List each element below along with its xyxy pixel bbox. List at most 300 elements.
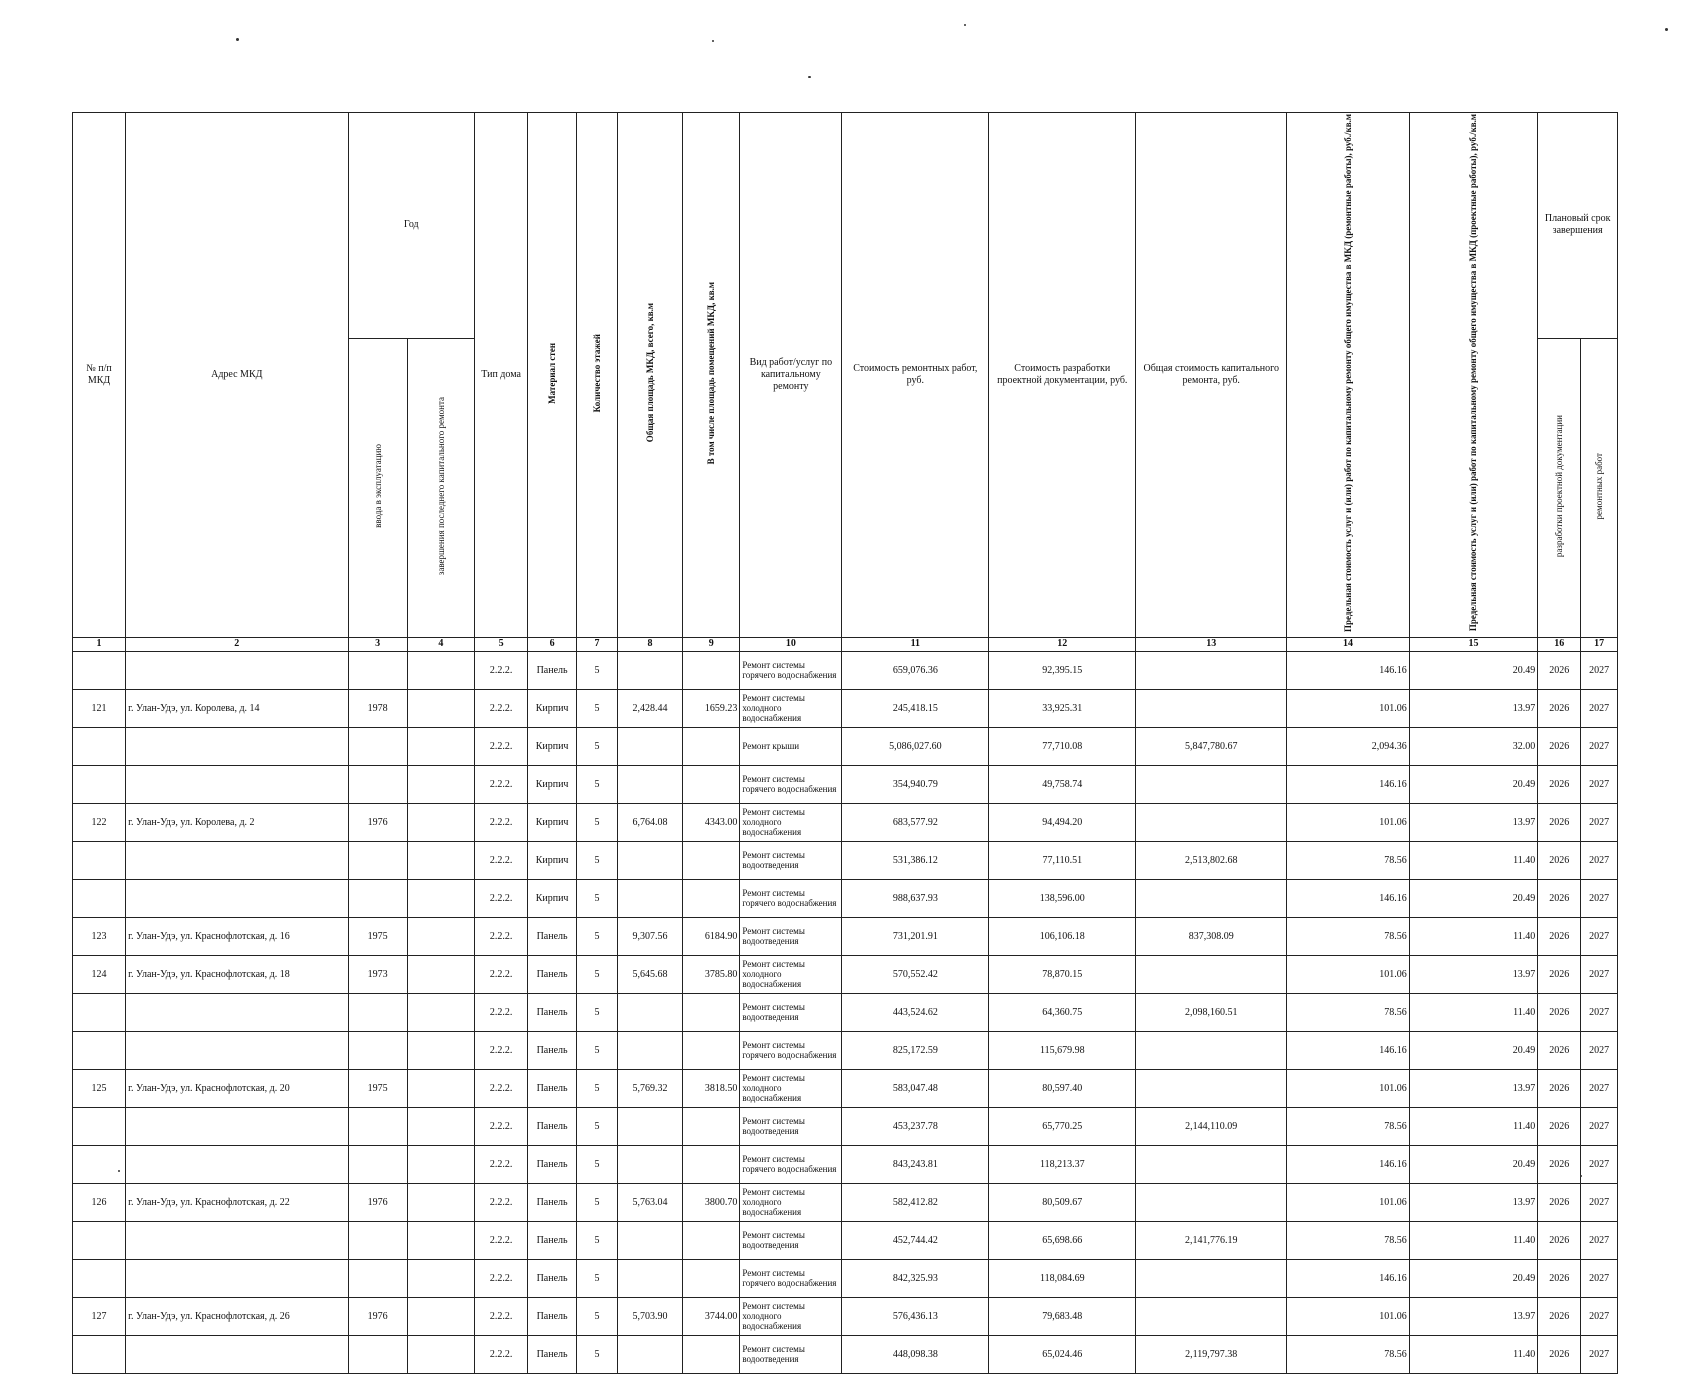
column-number: 9	[683, 637, 740, 651]
mkd-number: 127	[73, 1297, 126, 1335]
plan-design-cell: 2026	[1538, 1031, 1581, 1069]
premises-area-cell	[683, 1031, 740, 1069]
floors-cell: 5	[577, 879, 618, 917]
column-number: 5	[475, 637, 528, 651]
year-last-repair-cell	[407, 1107, 474, 1145]
mkd-number	[73, 993, 126, 1031]
year-commission-cell	[348, 841, 407, 879]
table-row	[73, 879, 1618, 917]
address-cell: г. Улан-Удэ, ул. Краснофлотская, д. 16	[126, 917, 348, 955]
repair-cost-cell: 452,744.42	[842, 1221, 989, 1259]
work-type-cell: Ремонт системы холодного водоснабжения	[740, 1183, 842, 1221]
year-commission-cell	[348, 1107, 407, 1145]
total-area-cell	[617, 993, 682, 1031]
design-cost-cell: 65,698.66	[989, 1221, 1136, 1259]
house-type-cell: 2.2.2.	[475, 1221, 528, 1259]
year-commission-cell	[348, 993, 407, 1031]
header-address: Адрес МКД	[126, 113, 348, 638]
repair-cost-cell: 531,386.12	[842, 841, 989, 879]
table-row	[73, 1031, 1618, 1069]
table-row	[73, 917, 1618, 955]
work-type-cell: Ремонт системы горячего водоснабжения	[740, 651, 842, 689]
year-last-repair-cell	[407, 841, 474, 879]
wall-material-cell: Панель	[528, 1221, 577, 1259]
header-wall-material-cell	[528, 113, 577, 638]
year-last-repair-cell	[407, 1221, 474, 1259]
limit-repair-cell: 78.56	[1287, 1335, 1409, 1373]
design-cost-cell: 115,679.98	[989, 1031, 1136, 1069]
work-type-cell: Ремонт системы водоотведения	[740, 1221, 842, 1259]
year-last-repair-cell	[407, 727, 474, 765]
column-number: 3	[348, 637, 407, 651]
plan-design-cell: 2026	[1538, 993, 1581, 1031]
repair-cost-cell: 453,237.78	[842, 1107, 989, 1145]
limit-design-cell: 20.49	[1409, 1145, 1538, 1183]
limit-design-cell: 13.97	[1409, 689, 1538, 727]
limit-design-cell: 20.49	[1409, 1259, 1538, 1297]
limit-repair-cell: 101.06	[1287, 1183, 1409, 1221]
year-last-repair-cell	[407, 803, 474, 841]
house-type-cell: 2.2.2.	[475, 1335, 528, 1373]
header-year: Год	[348, 113, 475, 339]
scan-speck	[236, 38, 239, 41]
total-cost-cell	[1136, 651, 1287, 689]
house-type-cell: 2.2.2.	[475, 917, 528, 955]
year-last-repair-cell	[407, 651, 474, 689]
plan-design-cell: 2026	[1538, 1259, 1581, 1297]
wall-material-cell: Панель	[528, 651, 577, 689]
limit-design-cell: 20.49	[1409, 765, 1538, 803]
plan-repair-cell: 2027	[1581, 727, 1618, 765]
scanned-document-sheet	[72, 112, 1618, 1374]
year-commission-cell	[348, 765, 407, 803]
total-cost-cell	[1136, 1183, 1287, 1221]
scan-speck	[118, 1170, 120, 1172]
plan-design-cell: 2026	[1538, 689, 1581, 727]
house-type-cell: 2.2.2.	[475, 1259, 528, 1297]
plan-repair-cell: 2027	[1581, 1031, 1618, 1069]
total-area-cell: 5,769.32	[617, 1069, 682, 1107]
design-cost-cell: 49,758.74	[989, 765, 1136, 803]
wall-material-cell: Панель	[528, 1183, 577, 1221]
plan-design-cell: 2026	[1538, 1335, 1581, 1373]
floors-cell: 5	[577, 651, 618, 689]
year-commission-cell	[348, 1335, 407, 1373]
plan-repair-cell: 2027	[1581, 879, 1618, 917]
header-total-area: Общая площадь МКД, всего, кв.м	[645, 303, 656, 443]
header-premises-area: В том числе площадь помещений МКД, кв.м	[706, 281, 717, 465]
repair-cost-cell: 443,524.62	[842, 993, 989, 1031]
wall-material-cell: Панель	[528, 1259, 577, 1297]
limit-repair-cell: 78.56	[1287, 841, 1409, 879]
repair-cost-cell: 683,577.92	[842, 803, 989, 841]
floors-cell: 5	[577, 1069, 618, 1107]
floors-cell: 5	[577, 1031, 618, 1069]
house-type-cell: 2.2.2.	[475, 1069, 528, 1107]
column-number: 4	[407, 637, 474, 651]
premises-area-cell	[683, 727, 740, 765]
total-cost-cell	[1136, 1145, 1287, 1183]
scan-speck	[964, 24, 966, 26]
year-commission-cell: 1978	[348, 689, 407, 727]
header-row	[73, 113, 1618, 339]
mkd-number	[73, 1335, 126, 1373]
limit-repair-cell: 146.16	[1287, 1031, 1409, 1069]
premises-area-cell	[683, 841, 740, 879]
design-cost-cell: 65,024.46	[989, 1335, 1136, 1373]
total-area-cell	[617, 841, 682, 879]
limit-design-cell: 11.40	[1409, 993, 1538, 1031]
table-row	[73, 1183, 1618, 1221]
plan-repair-cell: 2027	[1581, 1297, 1618, 1335]
total-area-cell	[617, 1145, 682, 1183]
repair-cost-cell: 843,243.81	[842, 1145, 989, 1183]
mkd-number: 125	[73, 1069, 126, 1107]
limit-repair-cell: 146.16	[1287, 879, 1409, 917]
limit-repair-cell: 78.56	[1287, 917, 1409, 955]
address-cell	[126, 1107, 348, 1145]
total-area-cell: 2,428.44	[617, 689, 682, 727]
table-row	[73, 1221, 1618, 1259]
wall-material-cell: Панель	[528, 1069, 577, 1107]
capital-repair-table	[72, 112, 1618, 1374]
header-wall-material: Материал стен	[547, 342, 558, 404]
total-cost-cell	[1136, 1069, 1287, 1107]
wall-material-cell: Панель	[528, 1297, 577, 1335]
floors-cell: 5	[577, 765, 618, 803]
premises-area-cell	[683, 765, 740, 803]
total-cost-cell	[1136, 689, 1287, 727]
wall-material-cell: Панель	[528, 955, 577, 993]
premises-area-cell	[683, 1145, 740, 1183]
year-commission-cell	[348, 651, 407, 689]
header-limit-repair-cell	[1287, 113, 1409, 638]
year-last-repair-cell	[407, 879, 474, 917]
year-last-repair-cell	[407, 1031, 474, 1069]
work-type-cell: Ремонт системы горячего водоснабжения	[740, 765, 842, 803]
design-cost-cell: 118,213.37	[989, 1145, 1136, 1183]
wall-material-cell: Панель	[528, 1145, 577, 1183]
mkd-number: 124	[73, 955, 126, 993]
plan-repair-cell: 2027	[1581, 1335, 1618, 1373]
subheader-plan-design-cell	[1538, 338, 1581, 637]
plan-repair-cell: 2027	[1581, 765, 1618, 803]
limit-repair-cell: 78.56	[1287, 993, 1409, 1031]
premises-area-cell	[683, 1259, 740, 1297]
floors-cell: 5	[577, 689, 618, 727]
year-commission-cell	[348, 1221, 407, 1259]
design-cost-cell: 80,597.40	[989, 1069, 1136, 1107]
repair-cost-cell: 448,098.38	[842, 1335, 989, 1373]
design-cost-cell: 138,596.00	[989, 879, 1136, 917]
wall-material-cell: Панель	[528, 917, 577, 955]
total-cost-cell: 2,144,110.09	[1136, 1107, 1287, 1145]
limit-repair-cell: 78.56	[1287, 1221, 1409, 1259]
total-cost-cell	[1136, 1297, 1287, 1335]
repair-cost-cell: 731,201.91	[842, 917, 989, 955]
scan-speck	[1665, 28, 1668, 31]
plan-design-cell: 2026	[1538, 1297, 1581, 1335]
year-commission-cell	[348, 727, 407, 765]
premises-area-cell	[683, 1107, 740, 1145]
design-cost-cell: 80,509.67	[989, 1183, 1136, 1221]
floors-cell: 5	[577, 1183, 618, 1221]
scan-speck	[1580, 1175, 1582, 1177]
plan-design-cell: 2026	[1538, 841, 1581, 879]
total-cost-cell: 5,847,780.67	[1136, 727, 1287, 765]
house-type-cell: 2.2.2.	[475, 651, 528, 689]
header-repair-cost: Стоимость ремонтных работ, руб.	[842, 113, 989, 638]
column-number: 16	[1538, 637, 1581, 651]
header-num: № п/п МКД	[73, 113, 126, 638]
wall-material-cell: Кирпич	[528, 841, 577, 879]
work-type-cell: Ремонт крыши	[740, 727, 842, 765]
total-cost-cell: 2,141,776.19	[1136, 1221, 1287, 1259]
work-type-cell: Ремонт системы водоотведения	[740, 1107, 842, 1145]
house-type-cell: 2.2.2.	[475, 879, 528, 917]
address-cell	[126, 841, 348, 879]
work-type-cell: Ремонт системы холодного водоснабжения	[740, 955, 842, 993]
address-cell: г. Улан-Удэ, ул. Краснофлотская, д. 22	[126, 1183, 348, 1221]
year-commission-cell: 1976	[348, 1183, 407, 1221]
column-number: 7	[577, 637, 618, 651]
limit-design-cell: 13.97	[1409, 803, 1538, 841]
repair-cost-cell: 988,637.93	[842, 879, 989, 917]
limit-repair-cell: 101.06	[1287, 1297, 1409, 1335]
floors-cell: 5	[577, 727, 618, 765]
column-number: 10	[740, 637, 842, 651]
total-area-cell: 5,763.04	[617, 1183, 682, 1221]
total-cost-cell	[1136, 803, 1287, 841]
mkd-number	[73, 841, 126, 879]
premises-area-cell: 3800.70	[683, 1183, 740, 1221]
work-type-cell: Ремонт системы горячего водоснабжения	[740, 1031, 842, 1069]
limit-design-cell: 11.40	[1409, 1335, 1538, 1373]
table-row	[73, 1335, 1618, 1373]
premises-area-cell: 4343.00	[683, 803, 740, 841]
year-commission-cell	[348, 1031, 407, 1069]
limit-repair-cell: 78.56	[1287, 1107, 1409, 1145]
year-commission-cell: 1973	[348, 955, 407, 993]
limit-design-cell: 13.97	[1409, 1183, 1538, 1221]
year-commission-cell	[348, 879, 407, 917]
plan-repair-cell: 2027	[1581, 841, 1618, 879]
mkd-number	[73, 1031, 126, 1069]
plan-design-cell: 2026	[1538, 727, 1581, 765]
mkd-number: 121	[73, 689, 126, 727]
total-area-cell	[617, 1259, 682, 1297]
limit-design-cell: 32.00	[1409, 727, 1538, 765]
wall-material-cell: Кирпич	[528, 765, 577, 803]
table-row	[73, 803, 1618, 841]
repair-cost-cell: 825,172.59	[842, 1031, 989, 1069]
header-total-cost: Общая стоимость капитального ремонта, руб.	[1136, 113, 1287, 638]
total-area-cell	[617, 1335, 682, 1373]
year-commission-cell	[348, 1145, 407, 1183]
address-cell: г. Улан-Удэ, ул. Королева, д. 2	[126, 803, 348, 841]
floors-cell: 5	[577, 955, 618, 993]
address-cell	[126, 1335, 348, 1373]
address-cell	[126, 1145, 348, 1183]
table-row	[73, 1297, 1618, 1335]
work-type-cell: Ремонт системы водоотведения	[740, 993, 842, 1031]
repair-cost-cell: 659,076.36	[842, 651, 989, 689]
header-limit-repair: Предельная стоимость услуг и (или) работ по капитальному ремонту общего имущества в МКД (ремонтные работы), руб./кв.м	[1342, 114, 1353, 632]
year-last-repair-cell	[407, 1069, 474, 1107]
house-type-cell: 2.2.2.	[475, 1145, 528, 1183]
total-area-cell: 5,645.68	[617, 955, 682, 993]
plan-repair-cell: 2027	[1581, 1221, 1618, 1259]
plan-repair-cell: 2027	[1581, 803, 1618, 841]
floors-cell: 5	[577, 993, 618, 1031]
repair-cost-cell: 576,436.13	[842, 1297, 989, 1335]
total-area-cell	[617, 1107, 682, 1145]
subheader-plan-design: разработки проектной документации	[1554, 414, 1565, 557]
floors-cell: 5	[577, 1335, 618, 1373]
table-body	[73, 651, 1618, 1373]
limit-design-cell: 13.97	[1409, 955, 1538, 993]
mkd-number	[73, 1145, 126, 1183]
floors-cell: 5	[577, 1297, 618, 1335]
plan-design-cell: 2026	[1538, 955, 1581, 993]
limit-design-cell: 20.49	[1409, 1031, 1538, 1069]
plan-design-cell: 2026	[1538, 1183, 1581, 1221]
column-number: 12	[989, 637, 1136, 651]
column-number: 17	[1581, 637, 1618, 651]
address-cell	[126, 1221, 348, 1259]
year-commission-cell: 1975	[348, 1069, 407, 1107]
total-area-cell: 5,703.90	[617, 1297, 682, 1335]
subheader-plan-repair: ремонтных работ	[1594, 452, 1605, 520]
table-row	[73, 727, 1618, 765]
mkd-number: 123	[73, 917, 126, 955]
limit-design-cell: 11.40	[1409, 1221, 1538, 1259]
work-type-cell: Ремонт системы холодного водоснабжения	[740, 689, 842, 727]
limit-repair-cell: 146.16	[1287, 651, 1409, 689]
floors-cell: 5	[577, 1145, 618, 1183]
total-area-cell	[617, 651, 682, 689]
column-number: 8	[617, 637, 682, 651]
total-area-cell	[617, 765, 682, 803]
repair-cost-cell: 582,412.82	[842, 1183, 989, 1221]
limit-design-cell: 20.49	[1409, 879, 1538, 917]
work-type-cell: Ремонт системы горячего водоснабжения	[740, 1259, 842, 1297]
wall-material-cell: Кирпич	[528, 803, 577, 841]
repair-cost-cell: 583,047.48	[842, 1069, 989, 1107]
total-area-cell	[617, 727, 682, 765]
year-last-repair-cell	[407, 993, 474, 1031]
plan-repair-cell: 2027	[1581, 651, 1618, 689]
address-cell: г. Улан-Удэ, ул. Краснофлотская, д. 26	[126, 1297, 348, 1335]
address-cell	[126, 651, 348, 689]
header-floors: Количество этажей	[591, 333, 602, 413]
limit-repair-cell: 2,094.36	[1287, 727, 1409, 765]
premises-area-cell: 3785.80	[683, 955, 740, 993]
repair-cost-cell: 842,325.93	[842, 1259, 989, 1297]
total-cost-cell: 2,119,797.38	[1136, 1335, 1287, 1373]
total-cost-cell: 2,098,160.51	[1136, 993, 1287, 1031]
house-type-cell: 2.2.2.	[475, 1107, 528, 1145]
total-cost-cell: 837,308.09	[1136, 917, 1287, 955]
house-type-cell: 2.2.2.	[475, 1183, 528, 1221]
total-area-cell	[617, 1031, 682, 1069]
address-cell: г. Улан-Удэ, ул. Краснофлотская, д. 18	[126, 955, 348, 993]
limit-design-cell: 11.40	[1409, 917, 1538, 955]
address-cell: г. Улан-Удэ, ул. Краснофлотская, д. 20	[126, 1069, 348, 1107]
column-number: 1	[73, 637, 126, 651]
work-type-cell: Ремонт системы горячего водоснабжения	[740, 1145, 842, 1183]
work-type-cell: Ремонт системы горячего водоснабжения	[740, 879, 842, 917]
table-row	[73, 955, 1618, 993]
year-commission-cell: 1976	[348, 803, 407, 841]
repair-cost-cell: 354,940.79	[842, 765, 989, 803]
total-cost-cell	[1136, 1031, 1287, 1069]
header-house-type: Тип дома	[475, 113, 528, 638]
design-cost-cell: 65,770.25	[989, 1107, 1136, 1145]
design-cost-cell: 94,494.20	[989, 803, 1136, 841]
design-cost-cell: 79,683.48	[989, 1297, 1136, 1335]
scan-speck	[712, 40, 714, 42]
total-cost-cell	[1136, 955, 1287, 993]
table-row	[73, 1259, 1618, 1297]
house-type-cell: 2.2.2.	[475, 841, 528, 879]
house-type-cell: 2.2.2.	[475, 727, 528, 765]
plan-design-cell: 2026	[1538, 917, 1581, 955]
table-row	[73, 841, 1618, 879]
table-row	[73, 689, 1618, 727]
total-cost-cell: 2,513,802.68	[1136, 841, 1287, 879]
wall-material-cell: Панель	[528, 1031, 577, 1069]
plan-repair-cell: 2027	[1581, 1107, 1618, 1145]
address-cell	[126, 993, 348, 1031]
work-type-cell: Ремонт системы холодного водоснабжения	[740, 803, 842, 841]
repair-cost-cell: 5,086,027.60	[842, 727, 989, 765]
address-cell: г. Улан-Удэ, ул. Королева, д. 14	[126, 689, 348, 727]
limit-design-cell: 20.49	[1409, 651, 1538, 689]
mkd-number: 126	[73, 1183, 126, 1221]
scan-speck	[808, 76, 811, 78]
total-area-cell: 9,307.56	[617, 917, 682, 955]
year-last-repair-cell	[407, 955, 474, 993]
plan-repair-cell: 2027	[1581, 1259, 1618, 1297]
column-number: 13	[1136, 637, 1287, 651]
header-limit-design-cell	[1409, 113, 1538, 638]
wall-material-cell: Кирпич	[528, 879, 577, 917]
table-row	[73, 993, 1618, 1031]
design-cost-cell: 92,395.15	[989, 651, 1136, 689]
mkd-number: 122	[73, 803, 126, 841]
work-type-cell: Ремонт системы холодного водоснабжения	[740, 1069, 842, 1107]
work-type-cell: Ремонт системы водоотведения	[740, 841, 842, 879]
total-area-cell: 6,764.08	[617, 803, 682, 841]
table-row	[73, 1145, 1618, 1183]
header-total-area-cell	[617, 113, 682, 638]
address-cell	[126, 1031, 348, 1069]
house-type-cell: 2.2.2.	[475, 689, 528, 727]
mkd-number	[73, 651, 126, 689]
design-cost-cell: 64,360.75	[989, 993, 1136, 1031]
table-row	[73, 765, 1618, 803]
total-cost-cell	[1136, 765, 1287, 803]
year-last-repair-cell	[407, 1297, 474, 1335]
header-limit-design: Предельная стоимость услуг и (или) работ по капитальному ремонту общего имущества в МКД (проектные работы), руб./кв.м	[1468, 114, 1479, 632]
header-floors-cell	[577, 113, 618, 638]
work-type-cell: Ремонт системы водоотведения	[740, 1335, 842, 1373]
header-design-cost: Стоимость разработки проектной документации, руб.	[989, 113, 1136, 638]
plan-design-cell: 2026	[1538, 879, 1581, 917]
limit-repair-cell: 101.06	[1287, 1069, 1409, 1107]
mkd-number	[73, 1259, 126, 1297]
